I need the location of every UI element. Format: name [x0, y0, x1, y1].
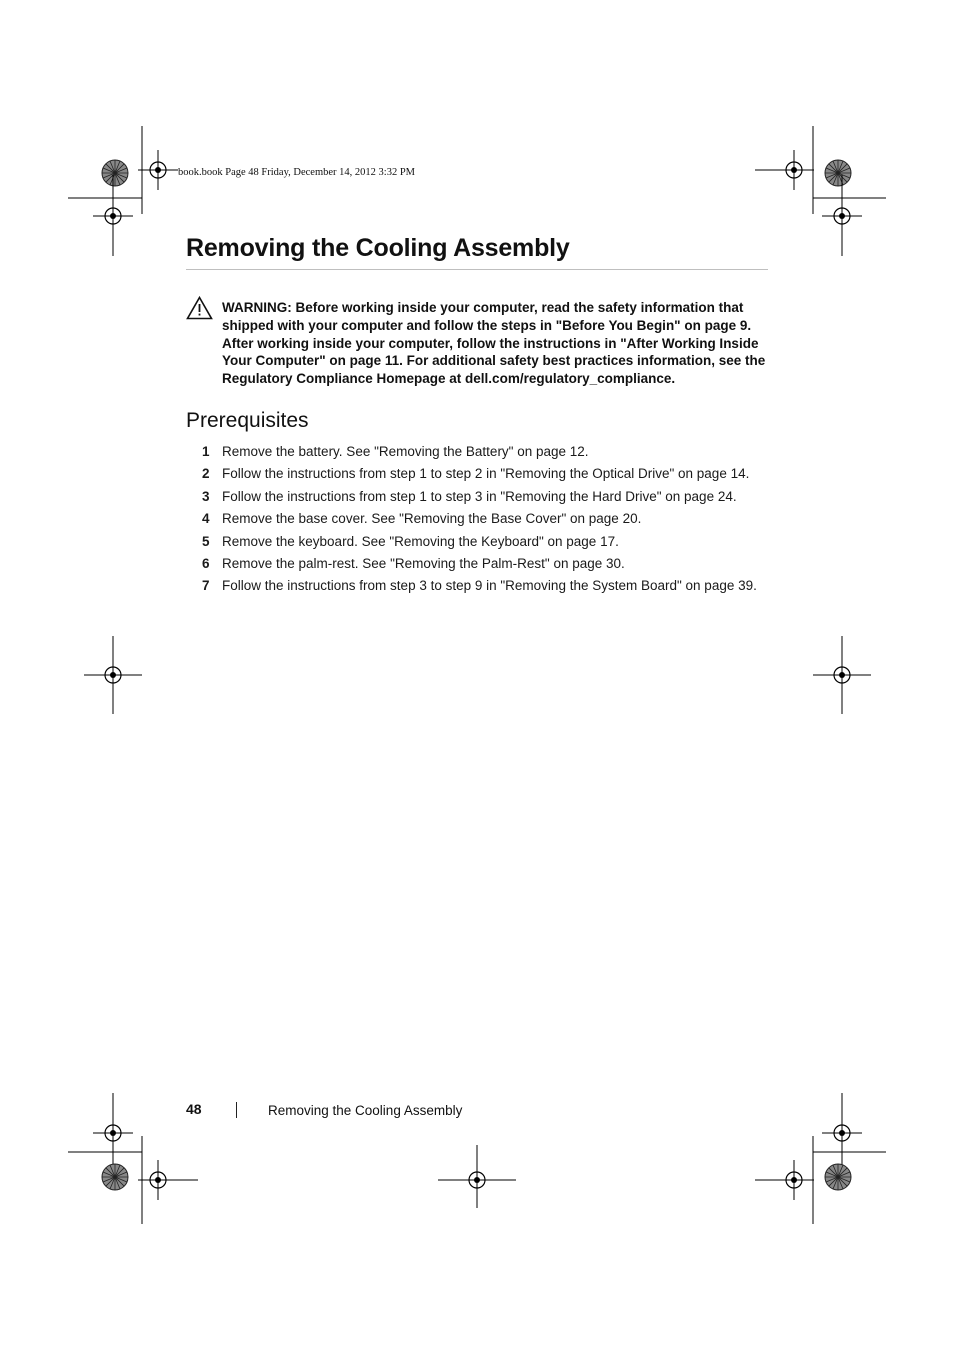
prerequisites-list — [186, 443, 766, 600]
print-header: book.book Page 48 Friday, December 14, 2012 3:32 PM — [178, 167, 415, 178]
step-number: 7 — [202, 578, 210, 594]
warning-triangle-icon — [186, 296, 213, 320]
page-title: Removing the Cooling Assembly — [186, 234, 570, 262]
step-text: Remove the keyboard. See "Removing the Keyboard" on page 17. — [222, 533, 619, 549]
step-text: Remove the palm-rest. See "Removing the Palm-Rest" on page 30. — [222, 555, 625, 571]
list-item — [186, 533, 766, 551]
prerequisites-heading: Prerequisites — [186, 409, 309, 432]
footer-divider — [236, 1102, 237, 1118]
step-text: Remove the battery. See "Removing the Battery" on page 12. — [222, 444, 589, 459]
page-number: 48 — [186, 1101, 202, 1117]
star-target-icon — [825, 1164, 851, 1190]
list-item — [186, 555, 766, 573]
step-number: 5 — [202, 533, 210, 549]
step-text: Remove the base cover. See "Removing the Base Cover" on page 20. — [222, 511, 642, 527]
step-number: 4 — [202, 511, 210, 527]
star-target-icon — [102, 160, 128, 186]
step-text: Follow the instructions from step 3 to step 9 in "Removing the System Board" on page 39. — [222, 578, 757, 594]
step-text: Follow the instructions from step 1 to step 3 in "Removing the Hard Drive" on page 24. — [222, 488, 737, 504]
list-item — [186, 510, 766, 528]
footer-section-title: Removing the Cooling Assembly — [268, 1103, 463, 1118]
warning-text: WARNING: Before working inside your computer, read the safety information that shipped with your computer and follow the steps in "Before You Begin" on page 9. After working inside your computer, follow the instructions in "After Working Inside Your Computer" on page 11. For additional safety best practices information, see the Regulatory Compliance Homepage at dell.com/regulatory_compliance. — [222, 300, 766, 387]
list-item — [186, 577, 766, 595]
step-text: Follow the instructions from step 1 to step 2 in "Removing the Optical Drive" on page 14. — [222, 466, 750, 482]
list-item — [186, 488, 766, 506]
list-item — [186, 465, 766, 483]
star-target-icon — [825, 160, 851, 186]
step-number: 3 — [202, 488, 210, 504]
step-number: 1 — [202, 444, 210, 459]
registration-mark-icon — [138, 150, 178, 190]
star-target-icon — [102, 1164, 128, 1190]
title-divider — [186, 269, 768, 270]
step-number: 2 — [202, 466, 210, 482]
list-item — [186, 443, 766, 461]
step-number: 6 — [202, 555, 210, 571]
